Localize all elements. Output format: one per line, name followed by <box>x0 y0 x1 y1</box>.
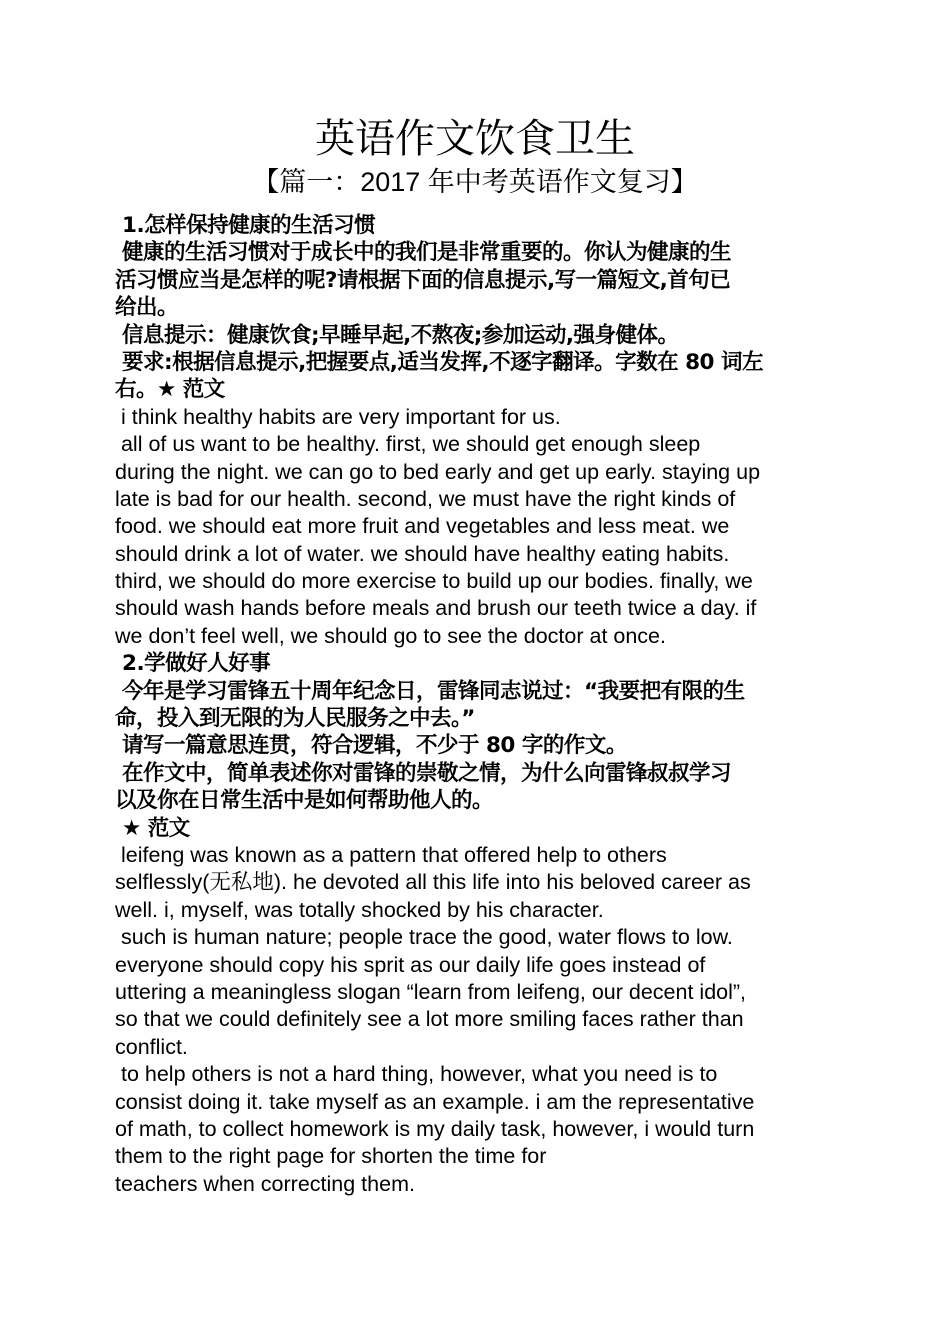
paragraph-line: i think healthy habits are very important for us. <box>115 404 561 429</box>
paragraph-line: 2.学做好人好事 <box>115 651 271 677</box>
paragraph-line: to help others is not a hard thing, however, what you need is to <box>115 1062 718 1087</box>
paragraph-line: 以及你在日常生活中是如何帮助他人的。 <box>115 788 494 814</box>
paragraph-line: teachers when correcting them. <box>115 1171 415 1196</box>
paragraph-line: ★ 范文 <box>115 815 190 841</box>
paragraph-line: consist doing it. take myself as an example. i am the representative <box>115 1089 755 1114</box>
paragraph-line: leifeng was known as a pattern that offered help to others <box>115 842 667 867</box>
document-body <box>115 212 840 1198</box>
paragraph-line: 要求:根据信息提示,把握要点,适当发挥,不逐字翻译。字数在 80 词左 <box>115 349 763 375</box>
paragraph-line: well. i, myself, was totally shocked by his character. <box>115 897 604 922</box>
paragraph-line: 今年是学习雷锋五十周年纪念日，雷锋同志说过：“我要把有限的生 <box>115 678 745 704</box>
paragraph-line: 活习惯应当是怎样的呢?请根据下面的信息提示,写一篇短文,首句已 <box>115 267 731 293</box>
paragraph-line: 信息提示：健康饮食;早睡早起,不熬夜;参加运动,强身健体。 <box>115 322 679 348</box>
paragraph-line: of math, to collect homework is my daily task, however, i would turn <box>115 1116 755 1141</box>
paragraph-line: 请写一篇意思连贯，符合逻辑，不少于 80 字的作文。 <box>115 733 627 759</box>
paragraph-line: should wash hands before meals and brush our teeth twice a day. if <box>115 596 757 621</box>
paragraph-line: late is bad for our health. second, we must have the right kinds of <box>115 486 736 511</box>
paragraph-line: 给出。 <box>115 295 179 321</box>
paragraph-line: 右。★ 范文 <box>115 377 225 403</box>
paragraph-line: such is human nature; people trace the good, water flows to low. <box>115 925 733 950</box>
paragraph-line: we don’t feel well, we should go to see the doctor at once. <box>115 623 666 648</box>
paragraph-line: all of us want to be healthy. first, we should get enough sleep <box>115 432 701 457</box>
paragraph-line: should drink a lot of water. we should have healthy eating habits. <box>115 541 730 566</box>
paragraph-line: 健康的生活习惯对于成长中的我们是非常重要的。你认为健康的生 <box>115 240 731 266</box>
paragraph-line: so that we could definitely see a lot more smiling faces rather than <box>115 1007 744 1032</box>
paragraph-line: uttering a meaningless slogan “learn from leifeng, our decent idol”, <box>115 979 747 1004</box>
paragraph-line: food. we should eat more fruit and vegetables and less meat. we <box>115 514 730 539</box>
paragraph-line: 在作文中，简单表述你对雷锋的崇敬之情，为什么向雷锋叔叔学习 <box>115 760 731 786</box>
paragraph-line: them to the right page for shorten the time for <box>115 1144 547 1169</box>
paragraph-line: 命，投入到无限的为人民服务之中去。” <box>115 706 475 732</box>
document-subtitle: 【篇一：2017 年中考英语作文复习】 <box>252 167 698 197</box>
paragraph-line: selflessly(无私地). he devoted all this life into his beloved career as <box>115 870 751 895</box>
paragraph-line: everyone should copy his sprit as our daily life goes instead of <box>115 952 706 977</box>
paragraph-line: conflict. <box>115 1034 188 1059</box>
document-title: 英语作文饮食卫生 <box>315 117 635 161</box>
paragraph-line: during the night. we can go to bed early and get up early. staying up <box>115 459 761 484</box>
paragraph-line: third, we should do more exercise to build up our bodies. finally, we <box>115 569 753 594</box>
paragraph-line: 1.怎样保持健康的生活习惯 <box>115 213 376 238</box>
